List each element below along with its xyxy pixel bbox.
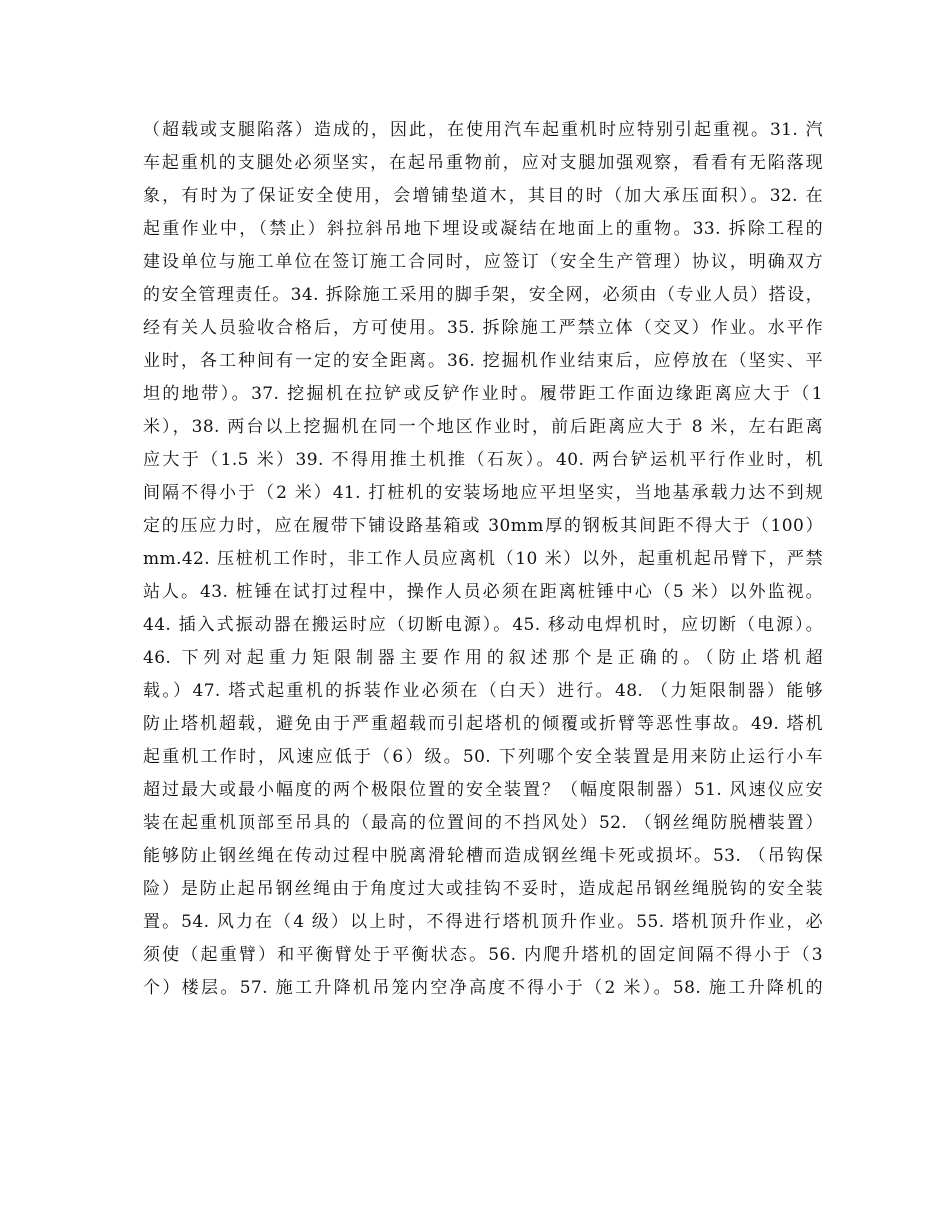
text-line-14: mm.42. 压桩机工作时，非工作人员应离机（10 米）以外，起重机起吊臂下，严禁 xyxy=(143,549,823,569)
text-line-26: 须使（起重臂）和平衡臂处于平衡状态。56. 内爬升塔机的固定间隔不得小于（3 xyxy=(143,945,823,965)
text-line-4: 起重作业中，（禁止）斜拉斜吊地下埋设或凝结在地面上的重物。33. 拆除工程的 xyxy=(143,219,823,239)
text-line-20: 起重机工作时，风速应低于（6）级。50. 下列哪个安全装置是用来防止运行小车 xyxy=(143,747,823,767)
text-line-1: （超载或支腿陷落）造成的，因此，在使用汽车起重机时应特别引起重视。31. 汽 xyxy=(143,120,823,140)
text-line-13: 定的压应力时，应在履带下铺设路基箱或 30mm厚的钢板其间距不得大于（100） xyxy=(143,516,823,536)
text-line-18: 载。）47. 塔式起重机的拆装作业必须在（白天）进行。48. （力矩限制器）能够 xyxy=(143,681,823,701)
text-line-24: 险）是防止起吊钢丝绳由于角度过大或挂钩不妥时，造成起吊钢丝绳脱钩的安全装 xyxy=(143,879,823,899)
text-line-16: 44. 插入式振动器在搬运时应（切断电源）。45. 移动电焊机时，应切断（电源）。 xyxy=(143,615,823,635)
text-line-15: 站人。43. 桩锤在试打过程中，操作人员必须在距离桩锤中心（5 米）以外监视。 xyxy=(143,582,823,602)
text-line-9: 坦的地带）。37. 挖掘机在拉铲或反铲作业时。履带距工作面边缘距离应大于（1 xyxy=(143,384,823,404)
text-line-23: 能够防止钢丝绳在传动过程中脱离滑轮槽而造成钢丝绳卡死或损坏。53. （吊钩保 xyxy=(143,846,823,866)
text-line-12: 间隔不得小于（2 米）41. 打桩机的安装场地应平坦坚实，当地基承载力达不到规 xyxy=(143,483,823,503)
text-line-7: 经有关人员验收合格后，方可使用。35. 拆除施工严禁立体（交叉）作业。水平作 xyxy=(143,318,823,338)
body-text xyxy=(143,114,823,1005)
text-line-8: 业时，各工种间有一定的安全距离。36. 挖掘机作业结束后，应停放在（坚实、平 xyxy=(143,351,823,371)
text-line-10: 米），38. 两台以上挖掘机在同一个地区作业时，前后距离应大于 8 米，左右距离 xyxy=(143,417,823,437)
text-line-27: 个）楼层。57. 施工升降机吊笼内空净高度不得小于（2 米）。58. 施工升降机的 xyxy=(143,978,823,998)
text-line-6: 的安全管理责任。34. 拆除施工采用的脚手架，安全网，必须由（专业人员）搭设， xyxy=(143,285,823,305)
text-line-21: 超过最大或最小幅度的两个极限位置的安全装置？（幅度限制器）51. 风速仪应安 xyxy=(143,780,823,800)
text-line-11: 应大于（1.5 米）39. 不得用推土机推（石灰）。40. 两台铲运机平行作业时，机 xyxy=(143,450,823,470)
text-line-22: 装在起重机顶部至吊具的（最高的位置间的不挡风处）52. （钢丝绳防脱槽装置） xyxy=(143,813,823,833)
text-line-2: 车起重机的支腿处必须坚实，在起吊重物前，应对支腿加强观察，看看有无陷落现 xyxy=(143,153,823,173)
text-line-19: 防止塔机超载，避免由于严重超载而引起塔机的倾覆或折臂等恶性事故。49. 塔机 xyxy=(143,714,823,734)
text-line-25: 置。54. 风力在（4 级）以上时，不得进行塔机顶升作业。55. 塔机顶升作业，必 xyxy=(143,912,823,932)
text-line-17: 46. 下列对起重力矩限制器主要作用的叙述那个是正确的。（防止塔机超 xyxy=(143,648,823,668)
text-line-3: 象，有时为了保证安全使用，会增铺垫道木，其目的时（加大承压面积）。32. 在 xyxy=(143,186,823,206)
text-line-5: 建设单位与施工单位在签订施工合同时，应签订（安全生产管理）协议，明确双方 xyxy=(143,252,823,272)
